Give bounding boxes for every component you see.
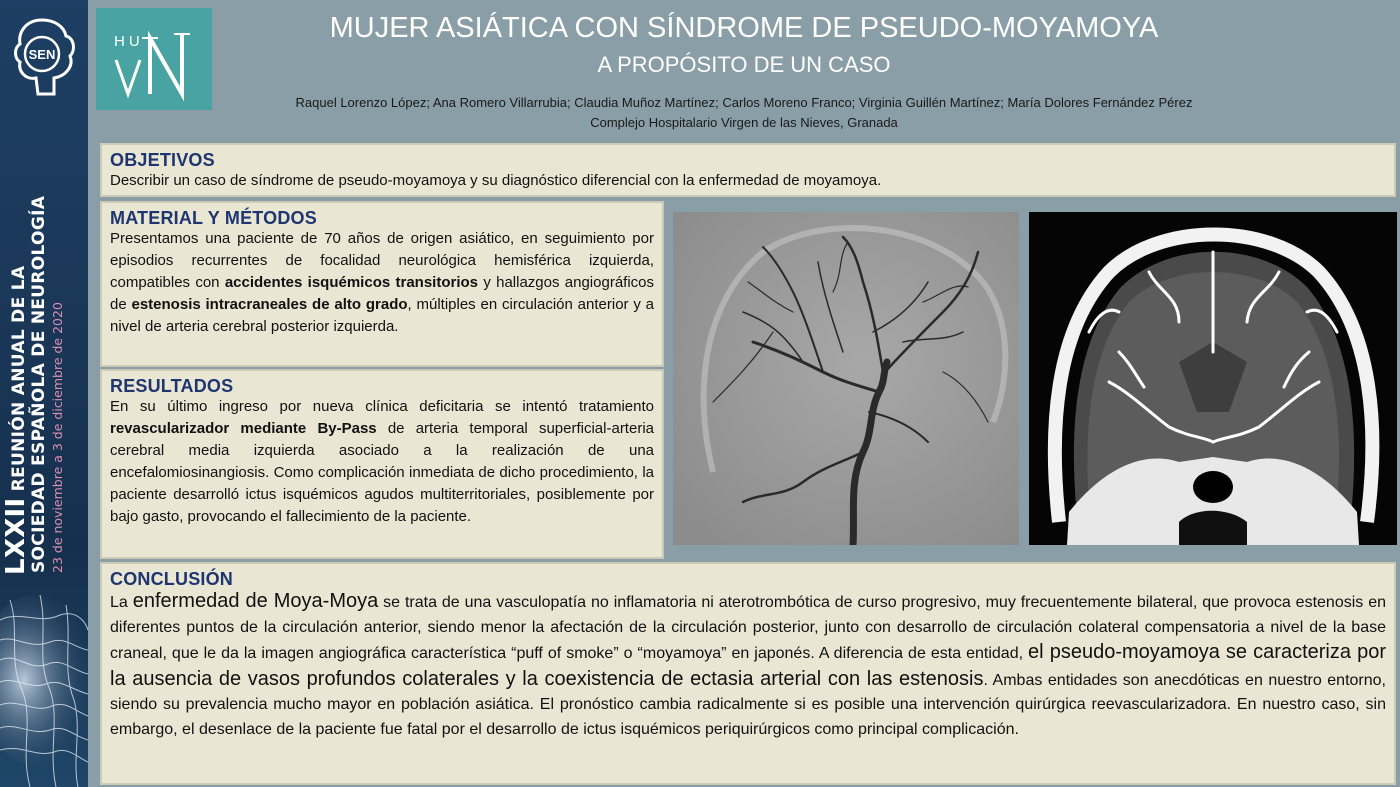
objectives-heading: OBJETIVOS [110,150,215,170]
affiliation: Complejo Hospitalario Virgen de las Nieves, Granada [590,115,898,130]
objectives-text: Describir un caso de síndrome de pseudo-moyamoya y su diagnóstico diferencial con la enfermedad de moyamoya. [110,172,882,189]
brain-illustration [0,590,88,787]
conclusion-section [100,562,1396,785]
results-heading: RESULTADOS [110,376,234,396]
congress-title-line2: SOCIEDAD ESPAÑOLA DE NEUROLOGÍA [29,195,49,573]
svg-text:HU: HU [114,33,144,50]
svg-text:SEN: SEN [28,47,56,62]
objectives-section [100,143,1396,197]
conclusion-text: La enfermedad de Moya-Moya se trata de una vasculopatía no inflamatoria ni aterotrombótica de curso progresivo, muy frecuentemente bilateral, que provoca estenosis en diferentes puntos de la circulación anterior, siendo menor la afectación de la circulación posterior, junto con desarrollo de circulación colateral compensatoria a nivel de la base craneal, que le da la imagen angiográfica característica “puff of smoke” o “moyamoya” en japonés. A diferencia de esta entidad, el pseudo-moyamoya se caracteriza por la ausencia de vasos profundos colaterales y la coexistencia de ectasia arterial con las estenosis. Ambas entidades son anecdóticas en nuestro entorno, siendo su prevalencia mucho mayor en población asiática. El pronóstico cambia radicalmente si es posible una intervención quirúrgica reevascularizadora. En nuestro caso, sin embargo, el desenlace de la paciente fue fatal por el desarrollo de ictus isquémicos periquirúrgicos como principal complicación. [110,590,1386,738]
congress-title [1,195,67,575]
angiography-image [673,212,1019,545]
congress-number: LXXII [1,497,31,575]
methods-section [100,201,664,367]
congress-dates: 23 de noviembre a 3 de diciembre de 2020 [50,302,65,573]
methods-text: Presentamos una paciente de 70 años de origen asiático, en seguimiento por episodios recurrentes de focalidad neurológica hemisférica izquierda, compatibles con accidentes isquémicos transitorios y hallazgos angiográficos de estenosis intracraneales de alto grado, múltiples en circulación anterior y a nivel de arteria cerebral posterior izquierda. [110,230,655,335]
authors: Raquel Lorenzo López; Ana Romero Villarrubia; Claudia Muñoz Martínez; Carlos Moreno Franco; Virginia Guillén Martínez; María Dolores Fernández Pérez [295,95,1193,110]
results-section [100,369,664,559]
sen-logo [8,14,80,100]
congress-banner [0,0,88,787]
ct-angiography-image [1029,212,1397,545]
congress-title-line1: REUNIÓN ANUAL DE LA [9,265,29,492]
hospital-logo [96,8,212,110]
methods-heading: MATERIAL Y MÉTODOS [110,208,317,228]
poster-subtitle: A PROPÓSITO DE UN CASO [597,52,891,77]
results-text: En su último ingreso por nueva clínica deficitaria se intentó tratamiento revascularizador mediante By-Pass de arteria temporal superficial-arteria cerebral media izquierda asociado a la realización de una encefalomiosinangiosis. Como complicación inmediata de dicho procedimiento, la paciente desarrolló ictus isquémicos agudos multiterritoriales, posiblemente por bajo gasto, provocando el fallecimiento de la paciente. [110,398,654,525]
poster-title: MUJER ASIÁTICA CON SÍNDROME DE PSEUDO-MOYAMOYA [329,12,1159,44]
conclusion-heading: CONCLUSIÓN [110,569,233,589]
